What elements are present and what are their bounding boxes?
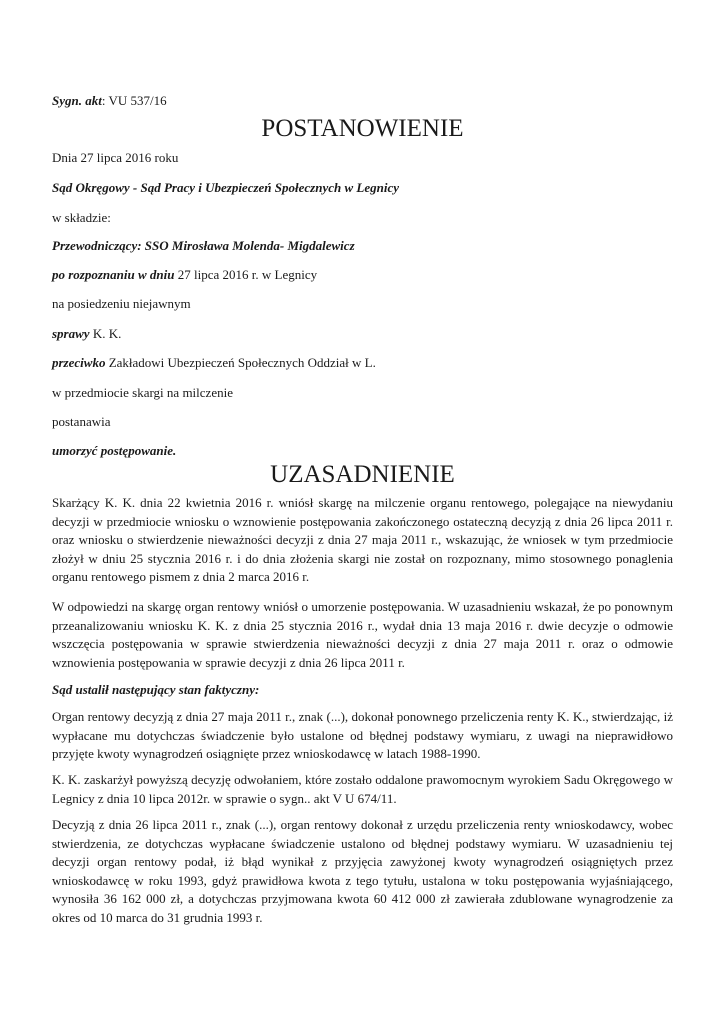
hearing-line	[52, 267, 317, 283]
case-party-line	[52, 326, 121, 342]
paragraph-2: W odpowiedzi na skargę organ rentowy wniósł o umorzenie postępowania. W uzasadnieniu wskazał, że po ponownym przeanalizowaniu wniosku K. K. z dnia 25 stycznia 2016 r., wydał dnia 13 maja 2016 r. dwie decyzje o odmowie wszczęcia postępowania w sprawie stwierdzenia nieważności decyzji z dnia 27 maja 2011 r. oraz o odmowie wznowienia postępowania w sprawie decyzji z dnia 26 lipca 2011 r.	[52, 599, 673, 670]
composition-label: w składzie:	[52, 210, 111, 225]
hearing-label: po rozpoznaniu w dniu	[52, 267, 175, 282]
session-line: na posiedzeniu niejawnym	[52, 296, 191, 311]
case-party-label: sprawy	[52, 326, 90, 341]
decides-line: postanawia	[52, 414, 111, 429]
subject-line: w przedmiocie skargi na milczenie	[52, 385, 233, 400]
paragraph-3: Organ rentowy decyzją z dnia 27 maja 2011 r., znak (...), dokonał ponownego przeliczenia renty K. K., stwierdzając, iż wypłacane mu dotychczas świadczenie było ustalone od błędnej podstawy wymiaru, z uwagi na nieprawidłowo przyjęte kwoty wynagrodzeń osiągnięte przez wnioskodawcę w latach 1988-1990.	[52, 709, 673, 761]
ruling-line: umorzyć postępowanie.	[52, 443, 177, 458]
presiding-judge: Przewodniczący: SSO Mirosława Molenda- Migdalewicz	[52, 238, 355, 253]
hearing-text: 27 lipca 2016 r. w Legnicy	[174, 267, 318, 282]
case-signature-number: : VU 537/16	[101, 93, 167, 108]
against-text: Zakładowi Ubezpieczeń Społecznych Oddział w L.	[105, 355, 376, 370]
facts-heading: Sąd ustalił następujący stan faktyczny:	[52, 682, 260, 697]
against-line	[52, 355, 376, 371]
against-label: przeciwko	[52, 355, 106, 370]
date-line: Dnia 27 lipca 2016 roku	[52, 150, 179, 165]
document-title: POSTANOWIENIE	[261, 115, 464, 142]
paragraph-5: Decyzją z dnia 26 lipca 2011 r., znak (...), organ rentowy dokonał z urzędu przeliczenia renty wnioskodawcy, wobec stwierdzenia, ze dotychczas wypłacane świadczenie ustalono od błędnej podstawy wymiaru. W uzasadnieniu tej decyzji organ rentowy podał, iż błąd wynikał z przyjęcia zawyżonej kwoty wynagrodzeń osiągniętych przez wnioskodawcę w roku 1993, gdyż prawidłowa kwota z tego tytułu, ustalona w toku postępowania wyjaśniającego, wynosiła 36 162 000 zł, a dotychczas przyjmowana kwota 60 412 000 zł zawierała zdublowane wynagrodzenie za okres od 10 marca do 31 grudnia 1993 r.	[52, 817, 673, 925]
justification-title: UZASADNIENIE	[270, 461, 455, 488]
paragraph-4: K. K. zaskarżył powyższą decyzję odwołaniem, które zostało oddalone prawomocnym wyrokiem Sadu Okręgowego w Legnicy z dnia 10 lipca 2012r. w sprawie o sygn.. akt V U 674/11.	[52, 772, 673, 806]
case-signature-label: Sygn. akt	[52, 93, 102, 108]
case-party-text: K. K.	[89, 326, 122, 341]
paragraph-1: Skarżący K. K. dnia 22 kwietnia 2016 r. wniósł skargę na milczenie organu rentowego, polegające na niewydaniu decyzji w przedmiocie wniosku o wznowienie postępowania zakończonego ostateczną decyzją z dnia 26 lipca 2011 r. oraz wniosku o stwierdzenie nieważności decyzji z dnia 27 maja 2011 r., wskazując, że wniosek w tym przedmiocie złożył w dniu 25 stycznia 2016 r. i do dnia złożenia skargi nie został on rozpoznany, mimo stosownego ponaglenia organu rentowego pismem z dnia 2 marca 2016 r.	[52, 495, 673, 584]
court-name: Sąd Okręgowy - Sąd Pracy i Ubezpieczeń Społecznych w Legnicy	[52, 180, 399, 195]
case-signature	[52, 93, 167, 109]
